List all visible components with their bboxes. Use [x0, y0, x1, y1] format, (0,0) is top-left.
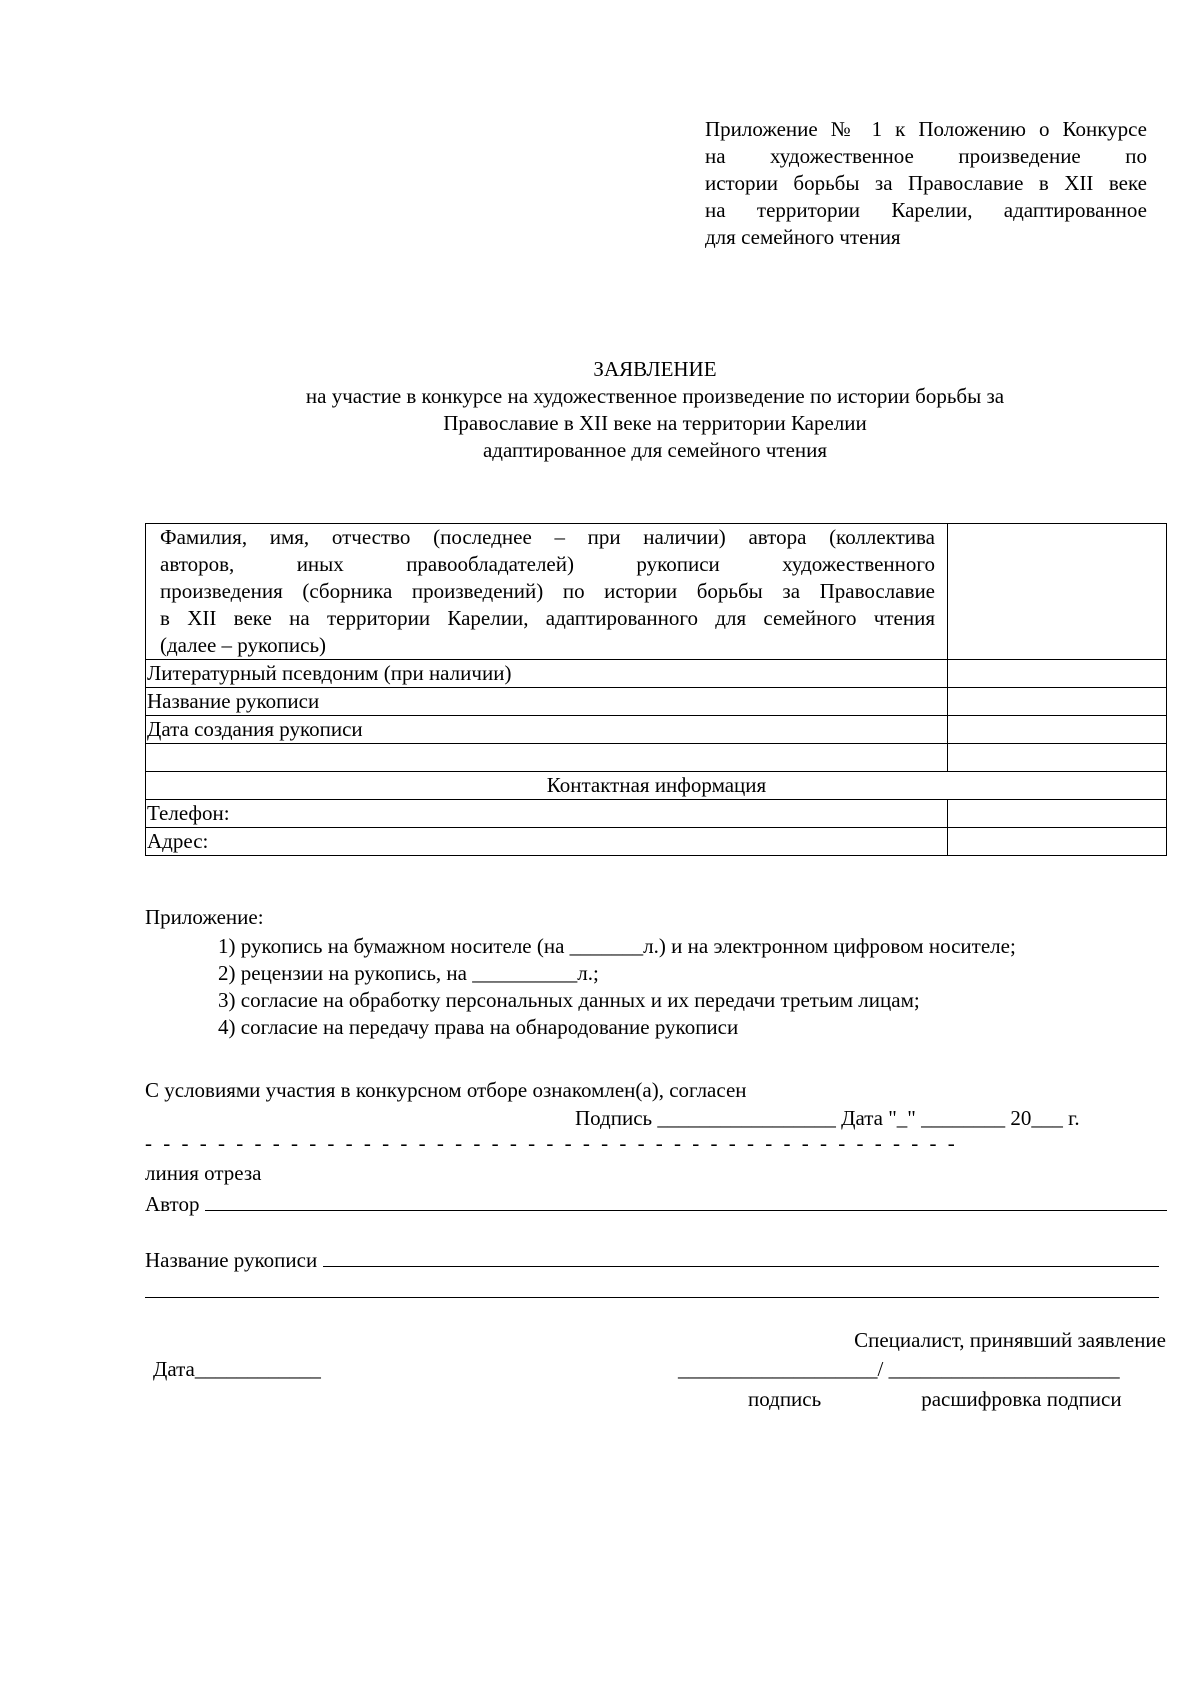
manuscript-title-row: [145, 1244, 1159, 1274]
phone-field[interactable]: [948, 800, 1167, 828]
creation-date-field[interactable]: [948, 716, 1167, 744]
table-row: [146, 660, 1167, 688]
specialist-label: Специалист, принявший заявление: [854, 1328, 1166, 1352]
manuscript-title-field[interactable]: [948, 688, 1167, 716]
author-label: Автор: [145, 1192, 200, 1216]
appendix-note-line: истории борьбы за Православие в XII веке: [705, 171, 1147, 195]
address-label: Адрес:: [146, 828, 948, 856]
appendix-note-line: для семейного чтения: [705, 225, 901, 249]
conditions-statement: С условиями участия в конкурсном отборе ознакомлен(а), согласен: [145, 1078, 747, 1102]
table-row: [146, 800, 1167, 828]
signature-date-line[interactable]: Подпись _________________ Дата "_" ________ 20___ г.: [575, 1106, 1080, 1130]
phone-label: Телефон:: [146, 800, 948, 828]
attachments-list: [218, 933, 1178, 1041]
specialist-signature-field[interactable]: ___________________/ ______________________: [678, 1357, 1120, 1381]
table-row: [146, 716, 1167, 744]
manuscript-title-label: Название рукописи: [146, 688, 948, 716]
document-title: [100, 356, 1200, 464]
table-row: [146, 688, 1167, 716]
receipt-date-field[interactable]: Дата____________: [153, 1357, 321, 1381]
signature-captions: [748, 1386, 1122, 1413]
document-subtitle-line: адаптированное для семейного чтения: [482, 438, 828, 462]
contact-info-header: Контактная информация: [146, 772, 1167, 800]
pseudonym-field[interactable]: [948, 660, 1167, 688]
empty-field-cell[interactable]: [948, 744, 1167, 772]
manuscript-title-field[interactable]: [323, 1244, 1159, 1267]
author-row: [145, 1188, 1167, 1218]
appendix-note: [705, 116, 1147, 251]
list-item: 4) согласие на передачу права на обнародование рукописи: [218, 1015, 739, 1039]
document-heading: ЗАЯВЛЕНИЕ: [593, 357, 717, 381]
list-item: 2) рецензии на рукопись, на __________л.;: [218, 961, 599, 985]
table-row: [146, 828, 1167, 856]
appendix-note-line: Приложение № 1 к Положению о Конкурсе: [705, 117, 1147, 141]
cut-line: - - - - - - - - - - - - - - - - - - - - - - - - - - - - - - - - - - - - - - - - - - - - -: [145, 1131, 958, 1155]
author-name-field[interactable]: [948, 524, 1167, 660]
appendix-note-line: на территории Карелии, адаптированное: [705, 198, 1147, 222]
pseudonym-label: Литературный псевдоним (при наличии): [146, 660, 948, 688]
list-item: 1) рукопись на бумажном носителе (на _______л.) и на электронном цифровом носителе;: [218, 934, 1016, 958]
address-field[interactable]: [948, 828, 1167, 856]
table-row: [146, 744, 1167, 772]
list-item: 3) согласие на обработку персональных данных и их передачи третьим лицам;: [218, 988, 920, 1012]
attachments-label: Приложение:: [145, 905, 264, 929]
table-row: [146, 772, 1167, 800]
caption-decryption: расшифровка подписи: [921, 1387, 1122, 1411]
manuscript-title-field-continuation[interactable]: [145, 1296, 1159, 1298]
application-table: [145, 523, 1167, 856]
author-field[interactable]: [205, 1188, 1167, 1211]
creation-date-label: Дата создания рукописи: [146, 716, 948, 744]
cut-line-label: линия отреза: [145, 1161, 262, 1185]
author-name-label: Фамилия, имя, отчество (последнее – при наличии) автора (коллектива авторов, иных правообладателей) рукописи художественного произведения (сборника произведений) по истории борьбы за Православие в XII веке на территории Карелии, адаптированного для семейного чтения (далее – рукопись): [146, 524, 948, 660]
document-subtitle-line: Православие в XII веке на территории Карелии: [443, 411, 867, 435]
empty-label-cell: [146, 744, 948, 772]
document-subtitle-line: на участие в конкурсе на художественное произведение по истории борьбы за: [305, 384, 1005, 408]
caption-signature: подпись: [748, 1387, 822, 1411]
appendix-note-line: на художественное произведение по: [705, 144, 1147, 168]
manuscript-title-label: Название рукописи: [145, 1248, 318, 1272]
table-row: [146, 524, 1167, 660]
